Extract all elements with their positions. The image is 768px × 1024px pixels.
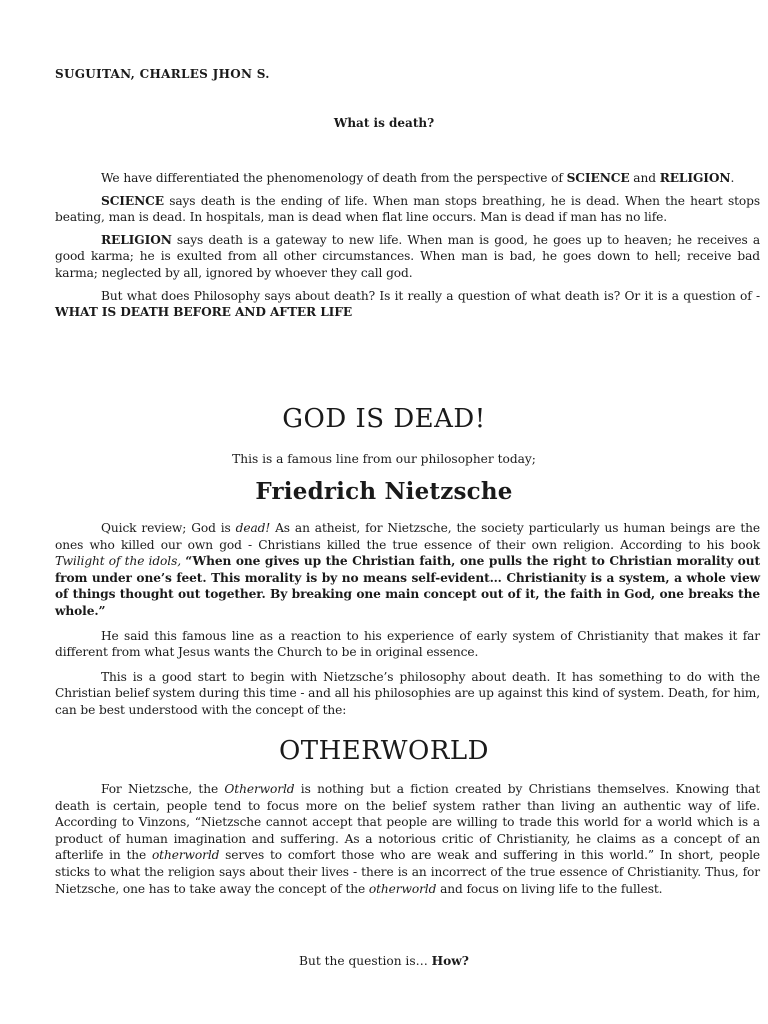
religion-paragraph: RELIGION says death is a gateway to new life. When man is good, he goes up to heaven; he receives a good karma; he is exulted from all other circumstances. When man is bad, he goes down to hell; receive bad karma; neglected by all, ignored by whoever they call god. — [55, 232, 760, 280]
otherworld-paragraph: For Nietzsche, the Otherworld is nothing but a fiction created by Christians themselves. Knowing that death is certain, people tend to focus more on the belief system rather than living an authentic way of life. According to Vinzons, “Nietzsche cannot accept that people are willing to trade this world for a world which is a product of human imagination and suffering. As a notorious critic of Christianity, he claims as a concept of an afterlife in the otherworld serves to comfort those who are weak and suffering in this world.” In short, people sticks to what the religion says about their lives - there is an incorrect of the true essence of Christianity. Thus, for Nietzsche, one has to take away the concept of the otherworld and focus on living life to the fullest. — [55, 782, 760, 896]
science-paragraph: SCIENCE says death is the ending of life. When man stops breathing, he is dead. When the heart stops beating, man is dead. In hospitals, man is dead when flat line occurs. Man is dead if man has no life. — [55, 193, 760, 225]
question-title: What is death? — [333, 116, 435, 130]
philosopher-name: Friedrich Nietzsche — [255, 478, 513, 505]
philosophy-question-paragraph: But what does Philosophy says about death? Is it really a question of what death is? Or it is a question of - WHAT IS DEATH BEFORE AND AFTER LIFE — [55, 288, 760, 320]
otherworld-section — [55, 781, 760, 897]
philosophy-start-paragraph: This is a good start to begin with Nietzsche’s philosophy about death. It has something to do with the Christian belief system during this time - and all his philosophies are up against this kind of system. Death, for him, can be best understood with the concept of the: — [55, 669, 760, 717]
intro-paragraph-1: We have differentiated the phenomenology of death from the perspective of SCIENCE and RELIGION. — [101, 171, 735, 185]
author-name: SUGUITAN, CHARLES JHON S. — [55, 67, 270, 81]
intro-section — [55, 170, 760, 321]
heading-god-is-dead: GOD IS DEAD! — [282, 404, 486, 434]
quick-review-paragraph: Quick review; God is dead! As an atheist, for Nietzsche, the society particularly us human beings are the ones who killed our own god - Christians killed the true essence of their own religion. According to his book Twilight of the idols, “When one gives up the Christian faith, one pulls the right to Christian morality out from under one’s feet. This morality is by no means self-evident… Christianity is a system, a whole view of things thought out together. By breaking one main concept out of it, the faith in God, one breaks the whole.” — [55, 521, 761, 618]
closing-question: But the question is… How? — [299, 954, 469, 968]
heading-otherworld: OTHERWORLD — [278, 736, 490, 766]
reaction-paragraph: He said this famous line as a reaction to his experience of early system of Christianity that makes it far different from what Jesus wants the Church to be in original essence. — [55, 628, 760, 660]
nietzsche-section — [55, 520, 760, 719]
famous-line-text: This is a famous line from our philosopher today; — [232, 452, 536, 466]
